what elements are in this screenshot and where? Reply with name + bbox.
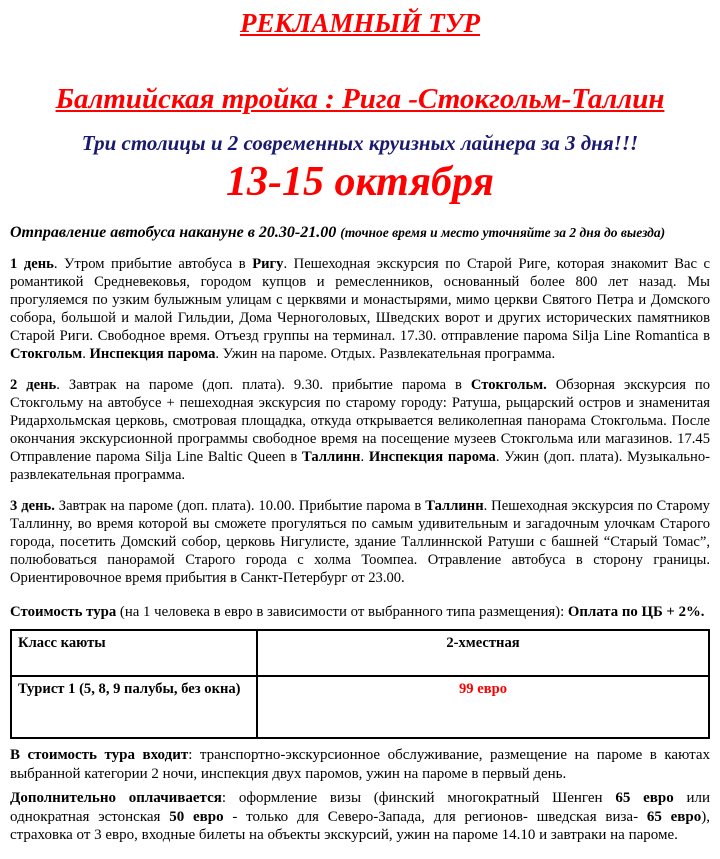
tour-dates: 13-15 октября — [225, 158, 495, 205]
price-table-row — [11, 676, 709, 738]
header-cabin-type: 2-хместная — [257, 630, 709, 676]
departure-note — [10, 223, 710, 242]
tour-subtitle: Три столицы и 2 современных круизных лайнера за 3 дня!!! — [81, 131, 639, 156]
includes-paragraph: В стоимость тура входит: транспортно-экскурсионное обслуживание, размещение на пароме в каютах выбранной категории 2 ночи, инспекция двух паромов, ужин на пароме в первый день. — [10, 747, 710, 782]
departure-note-detail: (точное время и место уточняйте за 2 дня до выезда) — [340, 224, 666, 240]
day-2-paragraph: 2 день. Завтрак на пароме (доп. плата). 9.30. прибытие парома в Стокгольм. Обзорная экскурсия по Стокгольму на автобусе + пешеходная экскурсия по старому городу: Ратуша, рыцарский остров и знаменитая Ридархольмская церковь, смотровая площадка, откуда открывается великолепная панорама Стокгольма. После окончания экскурсионной программы свободное время на посещение музеев Стокгольма или магазинов. 17.45 Отправление парома Silja Line Baltic Queen в Таллинн. Инспекция парома. Ужин (доп. плата). Музыкально-развлекательная программа. — [10, 377, 710, 484]
doc-title: РЕКЛАМНЫЙ ТУР — [239, 8, 481, 38]
day-3-paragraph: 3 день. Завтрак на пароме (доп. плата). 10.00. Прибытие парома в Таллинн. Пешеходная экскурсия по Старому Таллинну, во время которой вы сможете прогуляться по самым удивительным и загадочным улочкам Старого города, посетить Домский собор, церковь Нигулисте, здание Таллиннской Ратуши с башней “Старый Томас”, полюбоваться панорамой Старого города с холма Тоомпеа. Отравление автобуса в сторону границы. Ориентировочное время прибытия в Санкт-Петербург от 23.00. — [10, 498, 710, 587]
tour-title: Балтийская тройка : Рига -Стокгольм-Таллин — [55, 83, 665, 116]
price-table-header-row — [11, 630, 709, 676]
extras-paragraph: Дополнительно оплачивается: оформление визы (финский многократный Шенген 65 евро или однократная эстонская 50 евро - только для Северо-Запада, для регионов- шведская виза- 65 евро), страховка от 3 евро, входные билеты на объекты экскурсий, ужин на пароме 14.10 и завтраки на пароме. — [10, 790, 711, 844]
pricing-line: Стоимость тура (на 1 человека в евро в зависимости от выбранного типа размещения): Оплата по ЦБ + 2%. — [10, 604, 705, 621]
price-cell: 99 евро — [257, 676, 709, 738]
departure-note-main: Отправление автобуса накануне в 20.30-21.00 — [10, 223, 341, 241]
day-1-paragraph: 1 день. Утром прибытие автобуса в Ригу. Пешеходная экскурсия по Старой Риге, которая знакомит Вас с романтикой Средневековья, городом купцов и ремесленников, основанный более 800 лет назад. Мы прогуляемся по узким булыжным улицам с церквями и монастырями, мимо церкви Святого Петра и Домского собора, большой и малой Гильдии, Дома Черноголовых, Шведских ворот и других исторических памятников Старой Риги. Свободное время. Отъезд группы на терминал. 17.30. отправление парома Silja Line Romantica в Стокгольм. Инспекция парома. Ужин на пароме. Отдых. Развлекательная программа. — [10, 256, 710, 363]
header-cabin-class: Класс каюты — [11, 630, 257, 676]
cabin-class-cell: Турист 1 (5, 8, 9 палубы, без окна) — [11, 676, 257, 738]
price-table — [10, 629, 710, 739]
